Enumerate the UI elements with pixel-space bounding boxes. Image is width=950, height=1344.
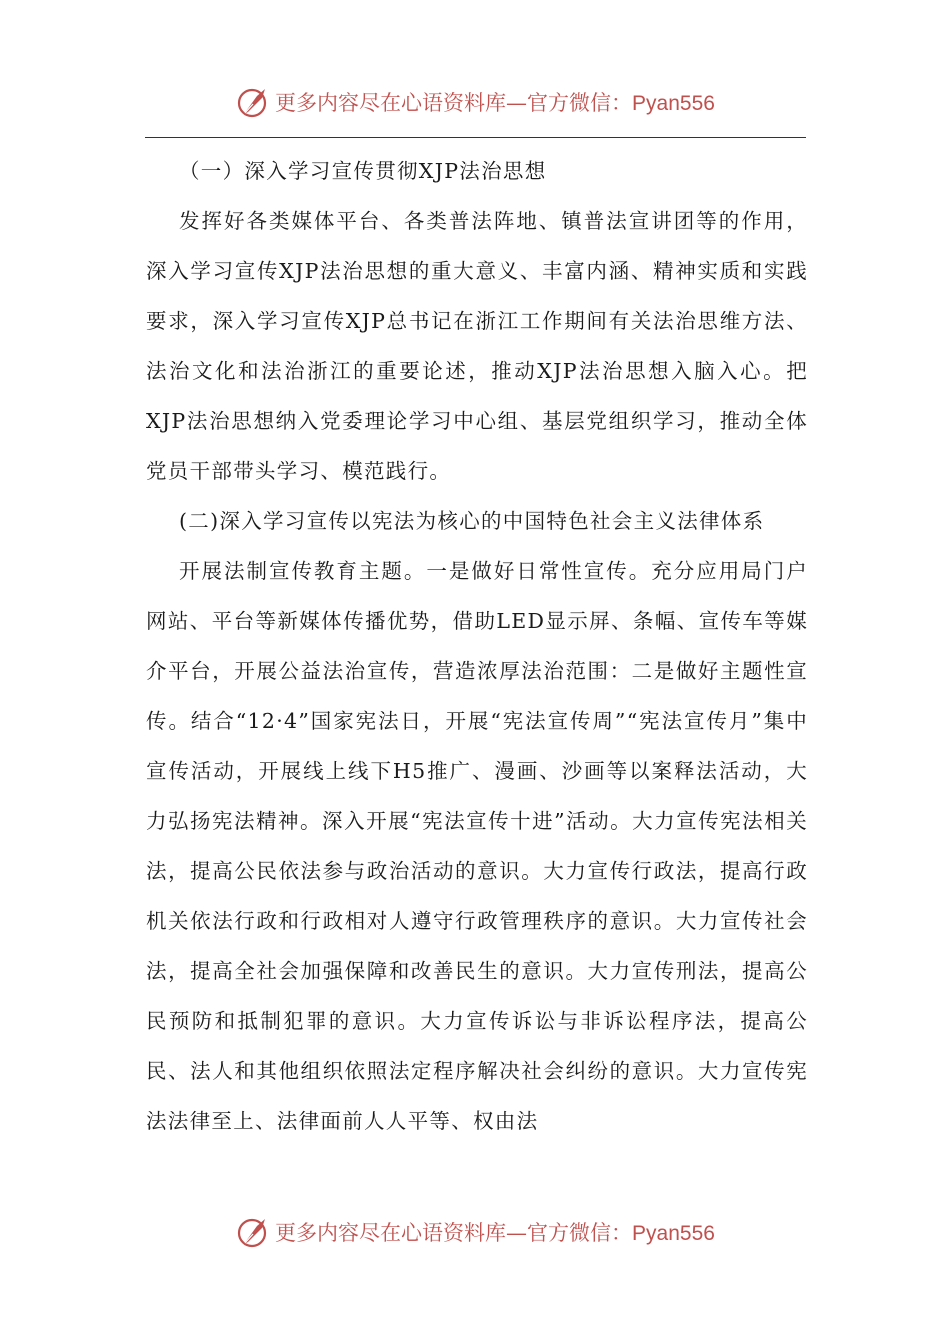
banner-dash: — — [506, 91, 528, 115]
banner-official: 官方微信： — [527, 1221, 633, 1245]
banner-wechat-id: Pyan556 — [632, 92, 715, 115]
banner-wechat-id: Pyan556 — [632, 1222, 715, 1245]
footer-banner — [0, 1212, 950, 1252]
quill-logo-icon — [235, 84, 271, 120]
banner-text — [275, 87, 715, 117]
document-body — [146, 146, 808, 1146]
section-heading-2: (二)深入学习宣传以宪法为核心的中国特色社会主义法律体系 — [179, 509, 765, 533]
quill-logo-icon — [235, 1214, 271, 1250]
banner-main: 更多内容尽在心语资料库 — [275, 1221, 507, 1245]
header-rule — [145, 137, 806, 138]
paragraph-1: 发挥好各类媒体平台、各类普法阵地、镇普法宣讲团等的作用，深入学习宣传XJP法治思想的重大意义、丰富内涵、精神实质和实践要求，深入学习宣传XJP总书记在浙江工作期间有关法治思维方法、法治文化和法治浙江的重要论述，推动XJP法治思想入脑入心。把XJP法治思想纳入党委理论学习中心组、基层党组织学习，推动全体党员干部带头学习、模范践行。 — [146, 209, 808, 483]
banner-dash: — — [506, 1221, 528, 1245]
header-banner — [0, 82, 950, 122]
banner-official: 官方微信： — [527, 91, 633, 115]
section-heading-1: （一）深入学习宣传贯彻XJP法治思想 — [179, 159, 547, 183]
banner-main: 更多内容尽在心语资料库 — [275, 91, 507, 115]
paragraph-2: 开展法制宣传教育主题。一是做好日常性宣传。充分应用局门户网站、平台等新媒体传播优势，借助LED显示屏、条幅、宣传车等媒介平台，开展公益法治宣传，营造浓厚法治范围：二是做好主题性宣传。结合“12·4”国家宪法日，开展“宪法宣传周”“宪法宣传月”集中宣传活动，开展线上线下H5推广、漫画、沙画等以案释法活动，大力弘扬宪法精神。深入开展“宪法宣传十进”活动。大力宣传宪法相关法，提高公民依法参与政治活动的意识。大力宣传行政法，提高行政机关依法行政和行政相对人遵守行政管理秩序的意识。大力宣传社会法，提高全社会加强保障和改善民生的意识。大力宣传刑法，提高公民预防和抵制犯罪的意识。大力宣传诉讼与非诉讼程序法，提高公民、法人和其他组织依照法定程序解决社会纠纷的意识。大力宣传宪法法律至上、法律面前人人平等、权由法 — [146, 559, 808, 1133]
banner-text — [275, 1217, 715, 1247]
